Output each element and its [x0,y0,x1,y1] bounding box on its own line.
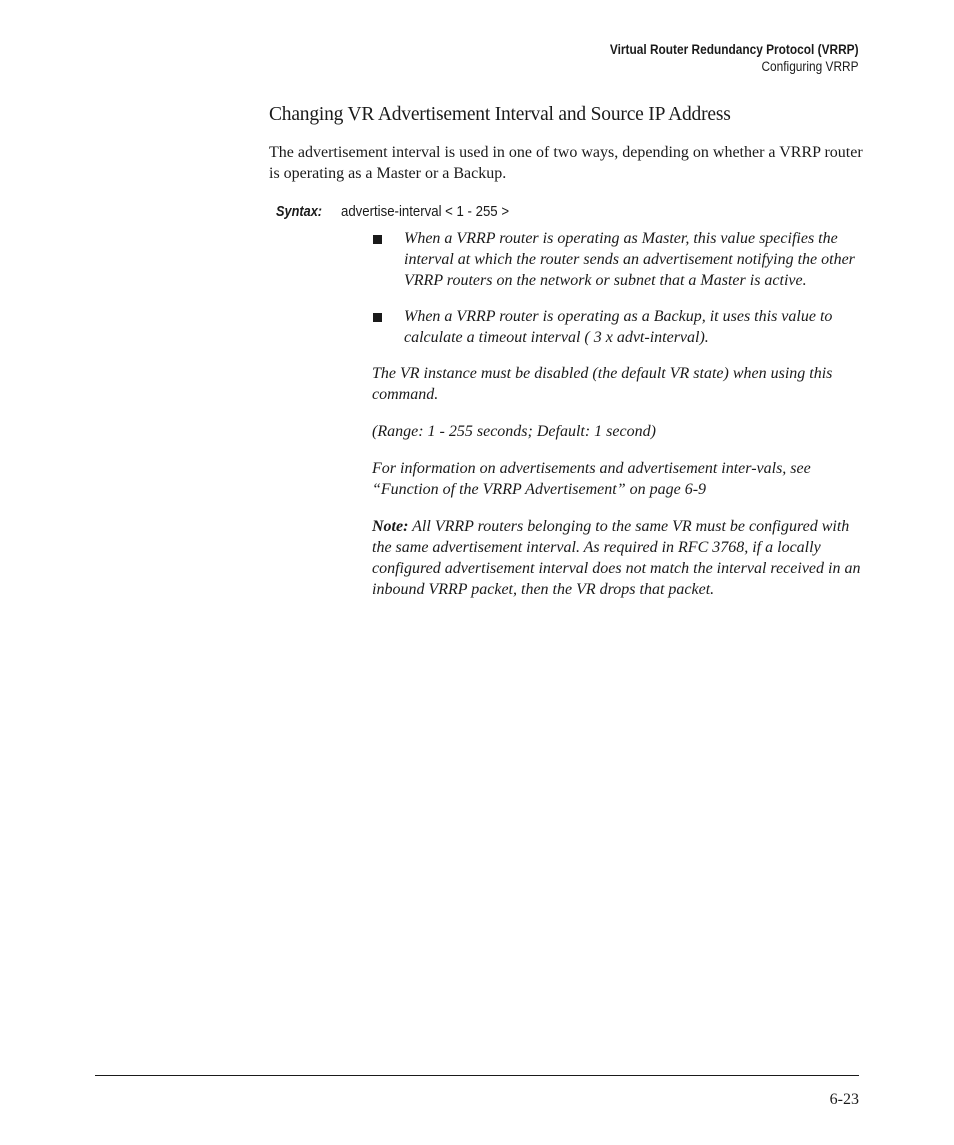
square-bullet-icon [373,313,382,322]
info-paragraph: For information on advertisements and advertisement inter-vals, see “Function of the VRRP Advertisement” on page 6-9 [372,460,811,498]
square-bullet-icon [373,235,382,244]
bullet-list [372,228,867,348]
note-text: All VRRP routers belonging to the same VR must be configured with the same advertisement interval. As required in RFC 3768, if a locally configured advertisement interval does not match the interval received in an inbound VRRP packet, then the VR drops that packet. [372,518,861,598]
list-item [372,306,867,348]
bullet-text: When a VRRP router is operating as a Backup, it uses this value to calculate a timeout interval ( 3 x advt-interval). [404,308,833,346]
note-paragraph [372,516,867,600]
bullet-text: When a VRRP router is operating as Master, this value specifies the interval at which the router sends an advertisement notifying the other VRRP routers on the network or subnet that a Master is active. [404,230,855,289]
range-paragraph: (Range: 1 - 255 seconds; Default: 1 second) [372,423,656,440]
running-head [610,41,859,75]
note-label: Note: [372,518,409,535]
chapter-title: Virtual Router Redundancy Protocol (VRRP) [610,42,859,57]
section-subtitle: Configuring VRRP [761,59,859,74]
disabled-paragraph: The VR instance must be disabled (the default VR state) when using this command. [372,365,833,403]
list-item [372,228,867,291]
syntax-description [372,228,867,616]
section-title: Changing VR Advertisement Interval and Source IP Address [269,104,731,125]
intro-paragraph: The advertisement interval is used in one of two ways, depending on whether a VRRP router is operating as a Master or a Backup. [269,144,863,182]
page-number: 6-23 [829,1091,859,1108]
syntax-command: advertise-interval < 1 - 255 > [341,203,510,220]
footer-rule [95,1075,859,1076]
syntax-label: Syntax: [276,203,323,220]
